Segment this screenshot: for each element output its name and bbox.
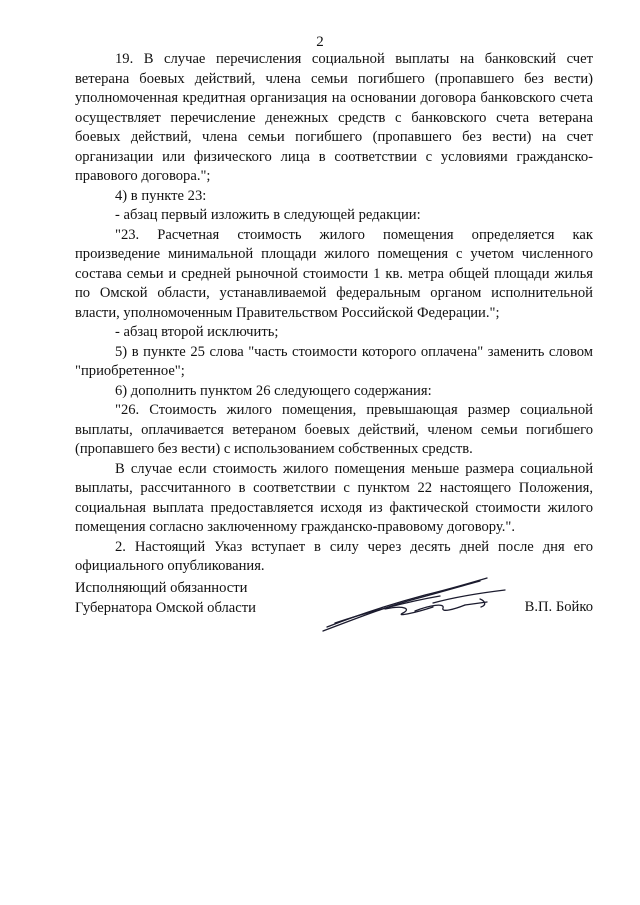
paragraph-clause-26: "26. Стоимость жилого помещения, превышающая размер социальной выплаты, оплачивается ветераном боевых действий, членом семьи погибшего (пропавшего без вести) с использованием собственных средств. [75,402,593,457]
paragraph-second-abzac: - абзац второй исключить; [115,324,279,340]
document-body [75,50,593,577]
paragraph-item-4: 4) в пункте 23: [115,187,207,204]
paragraph-clause-19: 19. В случае перечисления социальной выплаты на банковский счет ветерана боевых действий, члена семьи погибшего (пропавшего без вести) уполномоченная кредитная организация на основании договора банковского счета осуществляет перечисление денежных средств с банковского счета ветерана боевых действий, члена семьи погибшего (пропавшего без вести) на счет организации или физического лица в соответствии с условиями гражданско-правового договора."; [75,51,593,184]
paragraph-clause-26-part-2: В случае если стоимость жилого помещения меньше размера социальной выплаты, рассчитанного в соответствии с пунктом 22 настоящего Положения, социальная выплата предоставляется исходя из фактической стоимости жилого помещения согласно заключенному гражданско-правовому договору.". [75,460,593,535]
signature-block [75,579,593,639]
paragraph-item-5: 5) в пункте 25 слова "часть стоимости которого оплачена" заменить словом "приобретенное"; [75,343,593,379]
signer-title [75,579,256,618]
paragraph-item-6: 6) дополнить пунктом 26 следующего содержания: [115,382,432,399]
paragraph-first-abzac: - абзац первый изложить в следующей редакции: [115,207,421,223]
signer-title-line-2: Губернатора Омской области [75,599,256,616]
signer-title-line-1: Исполняющий обязанности [75,580,248,596]
paragraph-clause-23: "23. Расчетная стоимость жилого помещения определяется как произведение минимальной площади жилого помещения с учетом численного состава семьи и средней рыночной стоимости 1 кв. метра общей площади жилья по Омской области, устанавливаемой федеральным органом исполнительной власти, уполномоченным Правительством Российской Федерации."; [75,226,593,321]
page-number: 2 [316,34,324,50]
signer-name: В.П. Бойко [524,599,593,615]
paragraph-item-2-effective: 2. Настоящий Указ вступает в силу через десять дней после дня его официального опубликования. [75,538,593,574]
handwritten-signature [315,569,555,639]
